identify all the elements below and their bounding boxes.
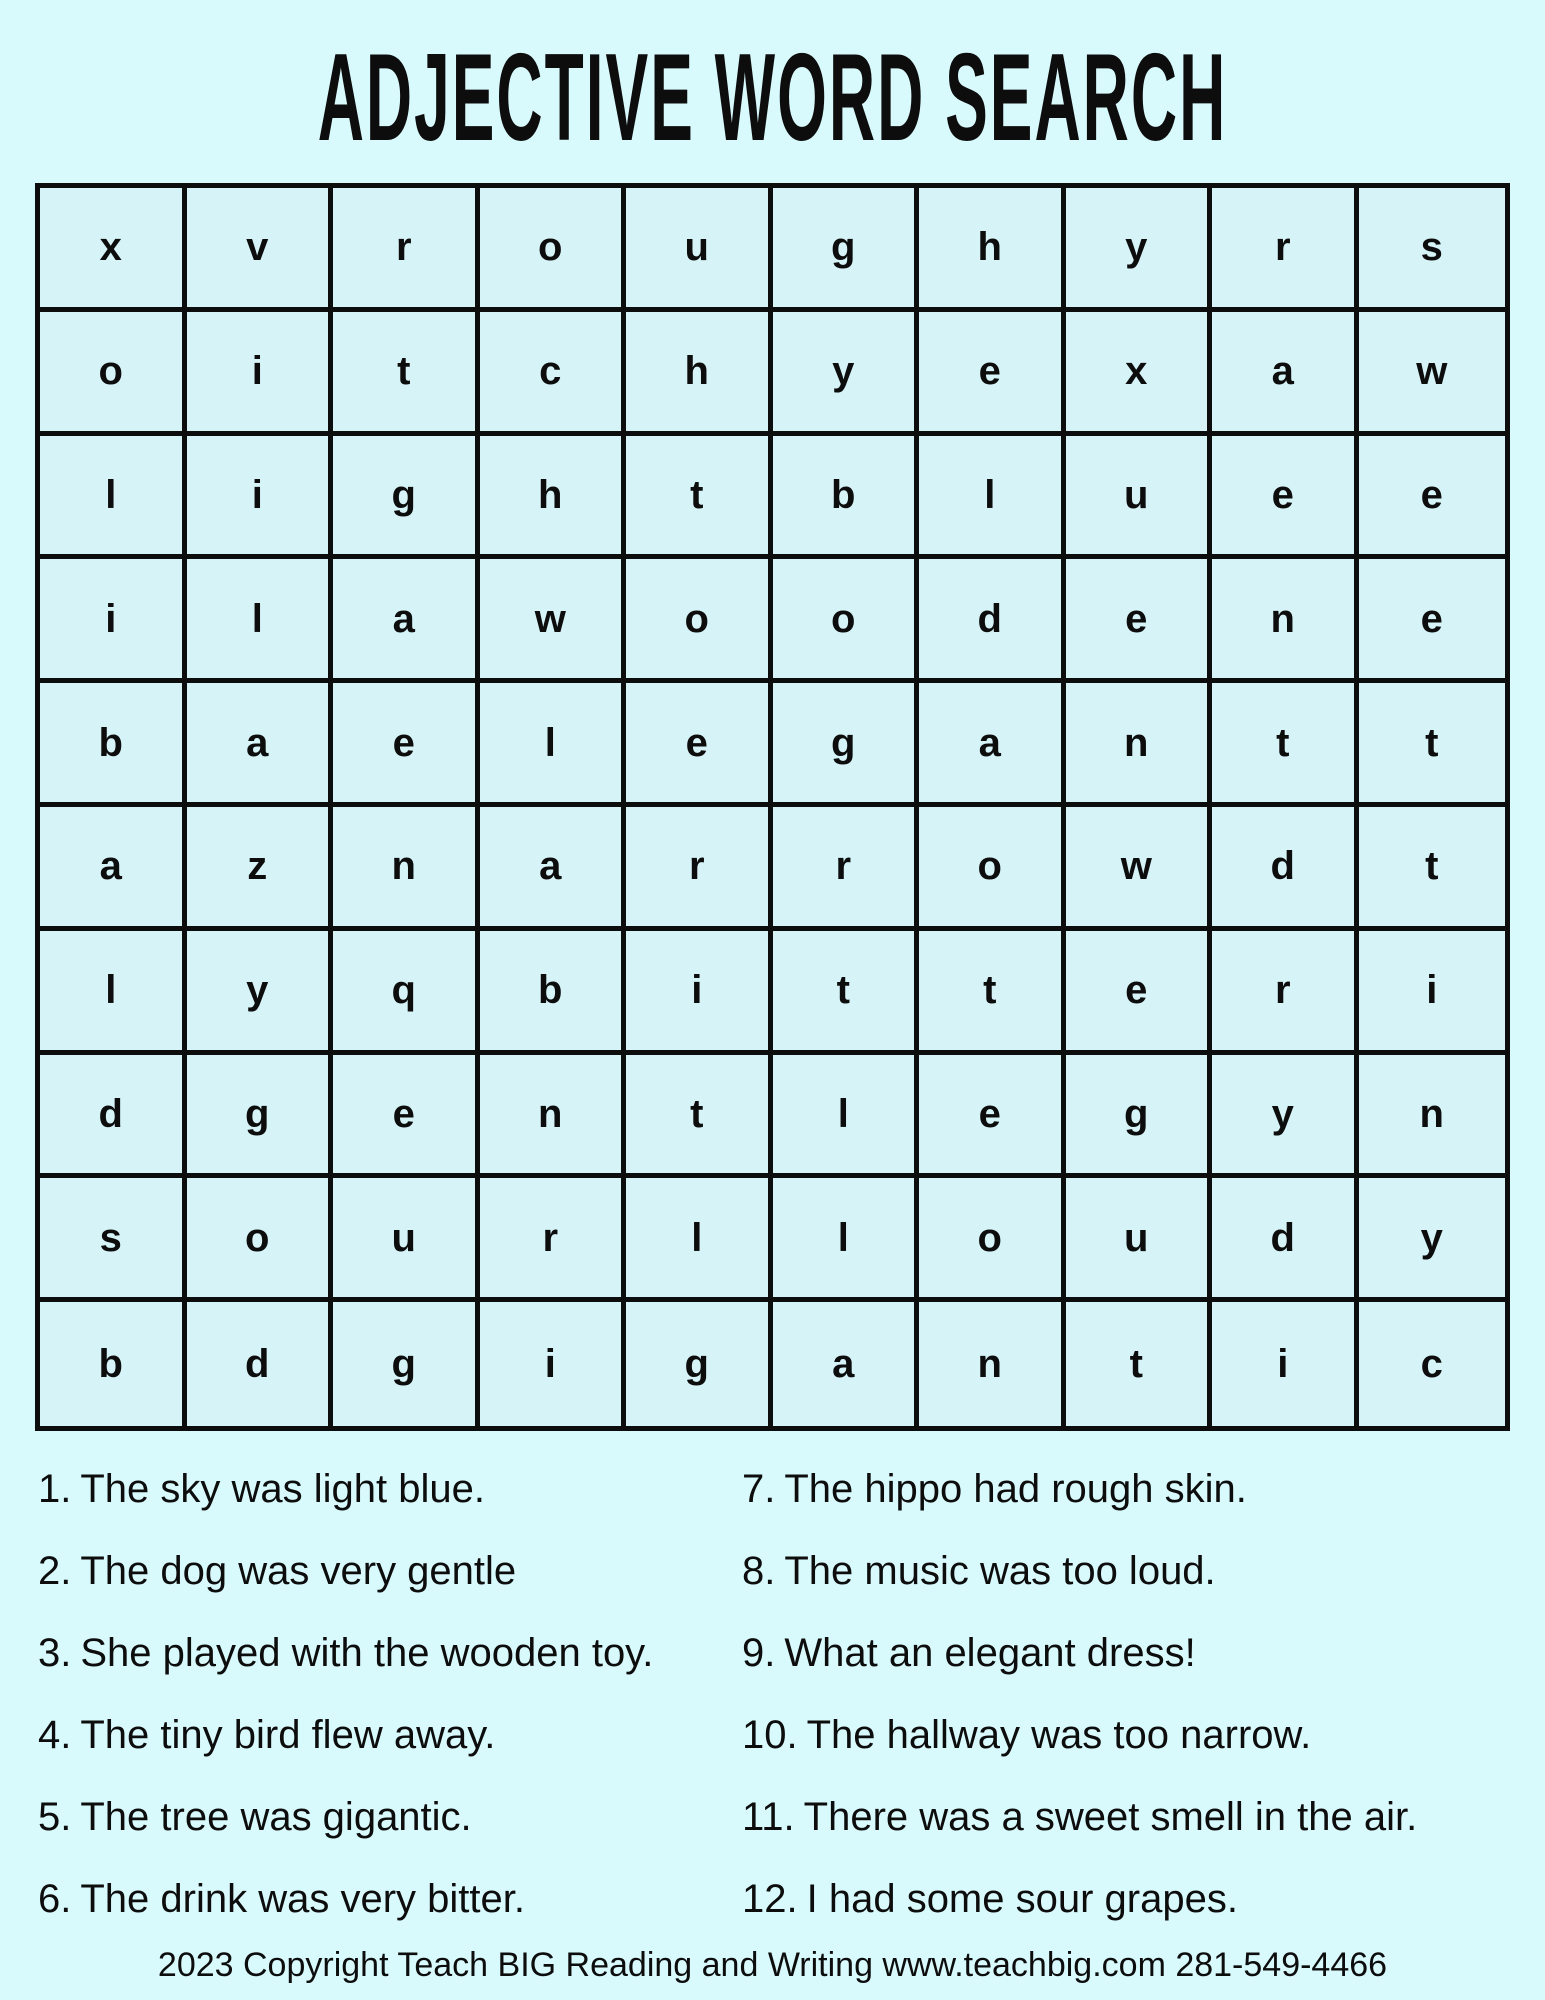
grid-cell-r2c3: t	[333, 312, 480, 436]
grid-cell-r9c2: o	[187, 1178, 334, 1302]
sentence-number: 10.	[742, 1712, 798, 1757]
grid-cell-r1c7: h	[919, 188, 1066, 312]
sentence-item	[742, 1612, 1417, 1694]
grid-cell-r2c4: c	[480, 312, 627, 436]
grid-cell-r3c8: u	[1066, 436, 1213, 560]
grid-cell-r4c5: o	[626, 559, 773, 683]
grid-cell-r7c6: t	[773, 931, 920, 1055]
sentence-number: 6.	[38, 1876, 72, 1921]
grid-cell-r10c2: d	[187, 1302, 334, 1426]
page-header	[0, 22, 1545, 172]
grid-cell-r9c7: o	[919, 1178, 1066, 1302]
sentence-column-right	[742, 1448, 1417, 1940]
grid-cell-r8c4: n	[480, 1055, 627, 1179]
grid-cell-r7c9: r	[1212, 931, 1359, 1055]
grid-cell-r5c2: a	[187, 683, 334, 807]
sentence-number: 8.	[742, 1548, 776, 1593]
grid-cell-r4c8: e	[1066, 559, 1213, 683]
grid-cell-r10c3: g	[333, 1302, 480, 1426]
grid-cell-r9c10: y	[1359, 1178, 1506, 1302]
sentence-number: 3.	[38, 1630, 72, 1675]
sentence-item	[38, 1694, 653, 1776]
grid-cell-r8c5: t	[626, 1055, 773, 1179]
grid-cell-r5c7: a	[919, 683, 1066, 807]
grid-cell-r9c6: l	[773, 1178, 920, 1302]
grid-cell-r8c6: l	[773, 1055, 920, 1179]
grid-cell-r4c7: d	[919, 559, 1066, 683]
sentence-number: 5.	[38, 1794, 72, 1839]
grid-cell-r10c10: c	[1420, 1342, 1443, 1387]
grid-cell-r10c1: b	[40, 1302, 187, 1426]
grid-cell-r8c1: d	[40, 1055, 187, 1179]
grid-cell-r1c9: r	[1212, 188, 1359, 312]
grid-cell-r3c6: b	[773, 436, 920, 560]
grid-cell-r9c4: r	[480, 1178, 627, 1302]
sentence-text: The sky was light blue.	[80, 1466, 485, 1511]
grid-cell-r7c4: b	[480, 931, 627, 1055]
word-search-grid	[35, 183, 1510, 1431]
sentence-text: I had some sour grapes.	[806, 1876, 1238, 1921]
grid-cell-r6c6: r	[773, 807, 920, 931]
sentence-item	[38, 1858, 653, 1940]
sentence-text: The hippo had rough skin.	[784, 1466, 1247, 1511]
grid-cell-r10c9: i	[1212, 1302, 1359, 1426]
grid-cell-r1c3: r	[333, 188, 480, 312]
grid-cell-r1c2: v	[187, 188, 334, 312]
grid-cell-r6c3: n	[333, 807, 480, 931]
grid-cell-r4c4: w	[480, 559, 627, 683]
sentence-number: 2.	[38, 1548, 72, 1593]
grid-cell-r8c10: n	[1359, 1055, 1506, 1179]
sentence-text: She played with the wooden toy.	[80, 1630, 654, 1675]
grid-cell-r3c1: l	[40, 436, 187, 560]
sentence-number: 9.	[742, 1630, 776, 1675]
grid-cell-r10c7: n	[919, 1302, 1066, 1426]
grid-cell-r3c9: e	[1212, 436, 1359, 560]
grid-cell-r2c5: h	[626, 312, 773, 436]
grid-cell-r5c6: g	[773, 683, 920, 807]
grid-cell-r3c4: h	[480, 436, 627, 560]
grid-cell-r6c9: d	[1212, 807, 1359, 931]
sentence-number: 1.	[38, 1466, 72, 1511]
sentence-item	[742, 1448, 1417, 1530]
grid-cell-r4c2: l	[187, 559, 334, 683]
grid-cell-r9c5: l	[626, 1178, 773, 1302]
grid-cell-r2c9: a	[1212, 312, 1359, 436]
grid-cell-r4c10: e	[1359, 559, 1506, 683]
sentence-column-left	[38, 1448, 653, 1940]
sentence-item	[38, 1776, 653, 1858]
sentence-item	[742, 1858, 1417, 1940]
grid-cell-r7c5: i	[626, 931, 773, 1055]
grid-cell-r2c2: i	[187, 312, 334, 436]
grid-cell-r2c8: x	[1066, 312, 1213, 436]
sentence-number: 7.	[742, 1466, 776, 1511]
grid-cell-r5c10: t	[1359, 683, 1506, 807]
sentence-item	[742, 1694, 1417, 1776]
grid-cell-r7c8: e	[1066, 931, 1213, 1055]
grid-cell-r1c1: x	[40, 188, 187, 312]
grid-cell-r6c2: z	[187, 807, 334, 931]
sentence-text: There was a sweet smell in the air.	[803, 1794, 1418, 1839]
grid-cell-r3c10: e	[1359, 436, 1506, 560]
sentence-item	[38, 1448, 653, 1530]
grid-cell-r4c6: o	[773, 559, 920, 683]
grid-cell-r2c10: w	[1359, 312, 1506, 436]
grid-cell-r1c10: s	[1359, 188, 1506, 312]
grid-cell-r2c6: y	[773, 312, 920, 436]
sentence-text: The hallway was too narrow.	[806, 1712, 1312, 1757]
grid-cell-r3c7: l	[919, 436, 1066, 560]
sentence-text: The dog was very gentle	[80, 1548, 517, 1593]
sentence-number: 12.	[742, 1876, 798, 1921]
grid-cell-r5c1: b	[40, 683, 187, 807]
sentence-item	[38, 1530, 653, 1612]
copyright-footer: 2023 Copyright Teach BIG Reading and Writing www.teachbig.com 281-549-4466	[157, 1946, 1388, 1984]
grid-cell-r8c2: g	[187, 1055, 334, 1179]
grid-cell-r1c5: u	[626, 188, 773, 312]
grid-cell-r2c7: e	[919, 312, 1066, 436]
grid-cell-r7c2: y	[187, 931, 334, 1055]
grid-cell-r9c3: u	[333, 1178, 480, 1302]
grid-cell-r7c3: q	[333, 931, 480, 1055]
sentence-number: 4.	[38, 1712, 72, 1757]
sentence-item	[742, 1530, 1417, 1612]
grid-cell-r9c9: d	[1212, 1178, 1359, 1302]
grid-cell-r10c5: g	[626, 1302, 773, 1426]
grid-cell-r10c6: a	[773, 1302, 920, 1426]
grid-cell-r6c4: a	[480, 807, 627, 931]
grid-cell-r3c5: t	[626, 436, 773, 560]
grid-cell-r8c3: e	[333, 1055, 480, 1179]
grid-cell-r5c3: e	[333, 683, 480, 807]
grid-cell-r6c10: t	[1359, 807, 1506, 931]
grid-cell-r3c3: g	[333, 436, 480, 560]
grid-cell-r4c3: a	[333, 559, 480, 683]
page-title: ADJECTIVE WORD SEARCH	[317, 26, 1228, 168]
grid-cell-r6c7: o	[919, 807, 1066, 931]
grid-cell-r3c2: i	[187, 436, 334, 560]
sentence-text: The tree was gigantic.	[80, 1794, 472, 1839]
grid-cell-r7c1: l	[40, 931, 187, 1055]
grid-cell-r4c1: i	[40, 559, 187, 683]
sentence-item	[38, 1612, 653, 1694]
grid-cell-r4c9: n	[1212, 559, 1359, 683]
grid-cell-r7c10: i	[1359, 931, 1506, 1055]
sentence-item	[742, 1776, 1417, 1858]
grid-cell-r8c9: y	[1212, 1055, 1359, 1179]
grid-cell-r1c8: y	[1066, 188, 1213, 312]
grid-cell-r10c8: t	[1066, 1302, 1213, 1426]
grid-cell-r8c7: e	[919, 1055, 1066, 1179]
grid-cell-r5c8: n	[1066, 683, 1213, 807]
grid-cell-r10c4: i	[480, 1302, 627, 1426]
grid-cell-r2c1: o	[40, 312, 187, 436]
grid-cell-r8c8: g	[1066, 1055, 1213, 1179]
sentence-text: The music was too loud.	[784, 1548, 1216, 1593]
grid-cell-r6c5: r	[626, 807, 773, 931]
grid-cell-r5c9: t	[1212, 683, 1359, 807]
grid-cell-r5c5: e	[626, 683, 773, 807]
sentence-number: 11.	[742, 1794, 795, 1839]
grid-cell-r9c1: s	[40, 1178, 187, 1302]
grid-cell-r1c4: o	[480, 188, 627, 312]
grid-cell-r6c1: a	[40, 807, 187, 931]
grid-cell-r5c4: l	[480, 683, 627, 807]
sentence-text: What an elegant dress!	[784, 1630, 1196, 1675]
sentence-text: The drink was very bitter.	[80, 1876, 525, 1921]
sentence-text: The tiny bird flew away.	[80, 1712, 496, 1757]
grid-cell-r6c8: w	[1066, 807, 1213, 931]
grid-cell-r7c7: t	[919, 931, 1066, 1055]
grid-cell-r9c8: u	[1066, 1178, 1213, 1302]
grid-cell-r1c6: g	[773, 188, 920, 312]
